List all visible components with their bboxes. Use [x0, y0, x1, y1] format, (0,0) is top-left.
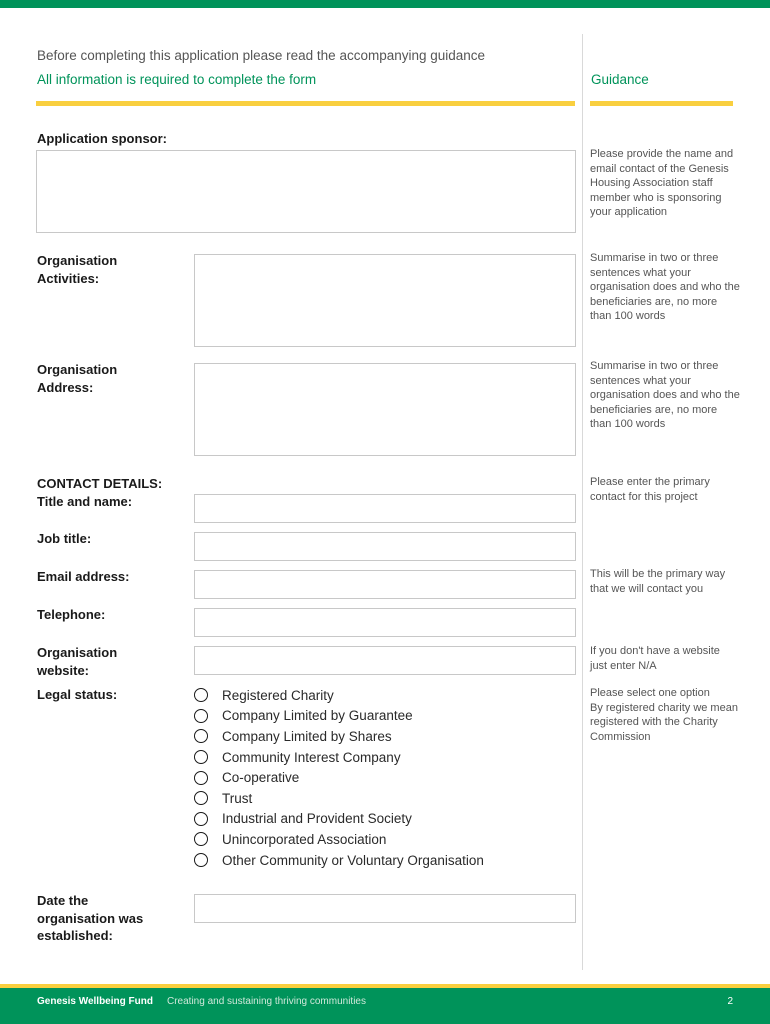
legal-status-option[interactable]: Co-operative — [194, 767, 484, 788]
legal-status-option[interactable]: Unincorporated Association — [194, 829, 484, 850]
legal-status-option[interactable]: Registered Charity — [194, 685, 484, 706]
page-number: 2 — [727, 996, 733, 1007]
legal-status-option[interactable]: Company Limited by Shares — [194, 726, 484, 747]
main-header-rule — [36, 101, 575, 106]
column-divider — [582, 34, 583, 970]
legal-status-option[interactable]: Community Interest Company — [194, 747, 484, 768]
email-guidance: This will be the primary way that we will contact you — [590, 568, 726, 595]
radio-button[interactable] — [194, 832, 208, 846]
contact-guidance: Please enter the primary contact for this project — [590, 476, 710, 503]
date-established-label: Date the organisation was established: — [37, 893, 144, 943]
sponsor-guidance: Please provide the name and email contact of the Genesis Housing Association staff member who is sponsoring your application — [590, 148, 734, 219]
telephone-label: Telephone: — [37, 607, 106, 622]
job-title-field[interactable] — [194, 532, 576, 561]
intro-text: Before completing this application please read the accompanying guidance — [37, 48, 486, 63]
radio-button[interactable] — [194, 791, 208, 805]
radio-button[interactable] — [194, 853, 208, 867]
title-and-name-field[interactable] — [194, 494, 576, 523]
address-field[interactable] — [194, 363, 576, 456]
legal-status-options — [194, 685, 484, 870]
email-field[interactable] — [194, 570, 576, 599]
job-title-label: Job title: — [37, 531, 92, 546]
footer-brand: Genesis Wellbeing Fund — [37, 996, 153, 1007]
guidance-header-rule — [590, 101, 733, 106]
footer-tagline: Creating and sustaining thriving communities — [167, 996, 366, 1007]
legal-status-option[interactable]: Company Limited by Guarantee — [194, 706, 484, 727]
address-label: Organisation Address: — [37, 362, 118, 395]
radio-button[interactable] — [194, 709, 208, 723]
website-guidance: If you don't have a website just enter N/A — [590, 645, 720, 672]
radio-button[interactable] — [194, 729, 208, 743]
guidance-heading: Guidance — [591, 72, 649, 87]
top-brand-bar — [0, 0, 770, 8]
website-field[interactable] — [194, 646, 576, 675]
footer — [0, 988, 770, 1024]
required-note: All information is required to complete the form — [37, 72, 317, 87]
address-guidance: Summarise in two or three sentences what your organisation does and who the beneficiaries are, no more than 100 words — [590, 360, 740, 431]
radio-button[interactable] — [194, 750, 208, 764]
legal-status-option[interactable]: Industrial and Provident Society — [194, 809, 484, 830]
radio-button[interactable] — [194, 688, 208, 702]
legal-status-guidance: Please select one option By registered charity we mean registered with the Charity Commission — [590, 687, 738, 743]
date-established-field[interactable] — [194, 894, 576, 923]
radio-button[interactable] — [194, 771, 208, 785]
website-label: Organisation website: — [37, 645, 118, 678]
sponsor-field[interactable] — [36, 150, 576, 233]
activities-guidance: Summarise in two or three sentences what your organisation does and who the beneficiaries are, no more than 100 words — [590, 252, 740, 323]
activities-label: Organisation Activities: — [37, 253, 118, 286]
legal-status-option[interactable]: Other Community or Voluntary Organisation — [194, 850, 484, 871]
sponsor-label: Application sponsor: — [37, 131, 167, 146]
activities-field[interactable] — [194, 254, 576, 347]
radio-button[interactable] — [194, 812, 208, 826]
email-label: Email address: — [37, 569, 130, 584]
contact-details-label: CONTACT DETAILS: Title and name: — [37, 476, 163, 509]
legal-status-option[interactable]: Trust — [194, 788, 484, 809]
telephone-field[interactable] — [194, 608, 576, 637]
legal-status-label: Legal status: — [37, 687, 118, 702]
